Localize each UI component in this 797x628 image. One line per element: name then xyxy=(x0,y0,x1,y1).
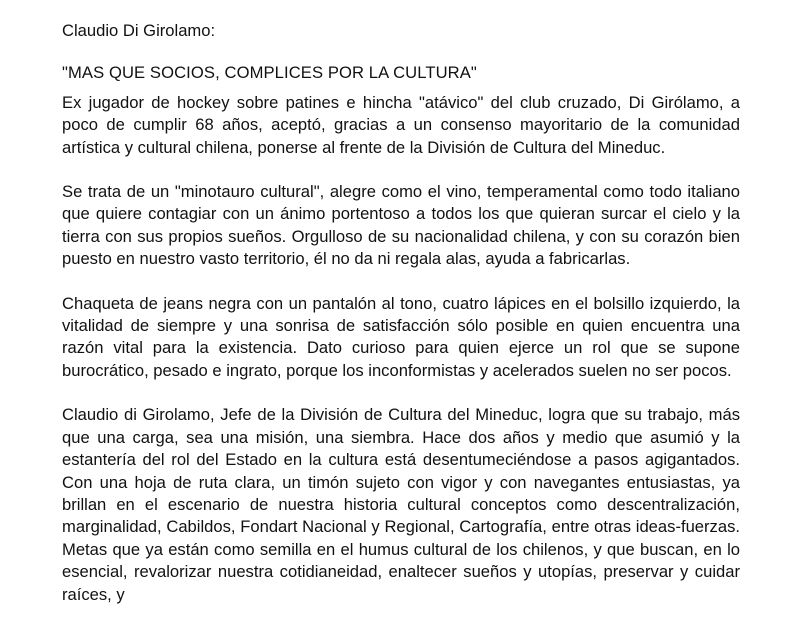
author-line: Claudio Di Girolamo: xyxy=(62,21,216,40)
paragraph-4: Claudio di Girolamo, Jefe de la División de Cultura del Mineduc, logra que su trabajo, más que una carga, sea una misión, una siembra. Hace dos años y medio que asumió y la estantería del rol del Estado en la cultura está desentumeciéndose a pasos agigantados. Con una hoja de ruta clara, un timón sujeto con vigor y con navegantes entusiastas, ya brillan en el escenario de nuestra historia cultural conceptos como descentralización, marginalidad, Cabildos, Fondart Nacional y Regional, Cartografía, entre otras ideas-fuerzas. Metas que ya están como semilla en el humus cultural de los chilenos, y que buscan, en lo esencial, revalorizar nuestra cotidianeidad, enaltecer sueños y utopías, preservar y cuidar raíces, y xyxy=(62,405,740,604)
paragraph-2: Se trata de un "minotauro cultural", alegre como el vino, temperamental como todo italiano que quiere contagiar con un ánimo portentoso a todos los que quieran surcar el cielo y la tierra con sus propios sueños. Orgulloso de su nacionalidad chilena, y con su corazón bien puesto en nuestro vasto territorio, él no da ni regala alas, ayuda a fabricarlas. xyxy=(62,182,740,269)
paragraph-1: Ex jugador de hockey sobre patines e hincha "atávico" del club cruzado, Di Girólamo, a poco de cumplir 68 años, aceptó, gracias a un consenso mayoritario de la comunidad artística y cultural chilena, ponerse al frente de la División de Cultura del Mineduc. xyxy=(62,92,740,157)
paragraph-3: Chaqueta de jeans negra con un pantalón al tono, cuatro lápices en el bolsillo izquierdo, la vitalidad de siempre y una sonrisa de satisfacción sólo posible en quien encuentra una razón vital para la existencia. Dato curioso para quien ejerce un rol que se supone burocrático, pesado e ingrato, porque los inconformistas y acelerados suelen no ser pocos. xyxy=(62,293,740,380)
article-headline: "MAS QUE SOCIOS, COMPLICES POR LA CULTURA" xyxy=(62,63,477,83)
document-page xyxy=(62,20,740,628)
